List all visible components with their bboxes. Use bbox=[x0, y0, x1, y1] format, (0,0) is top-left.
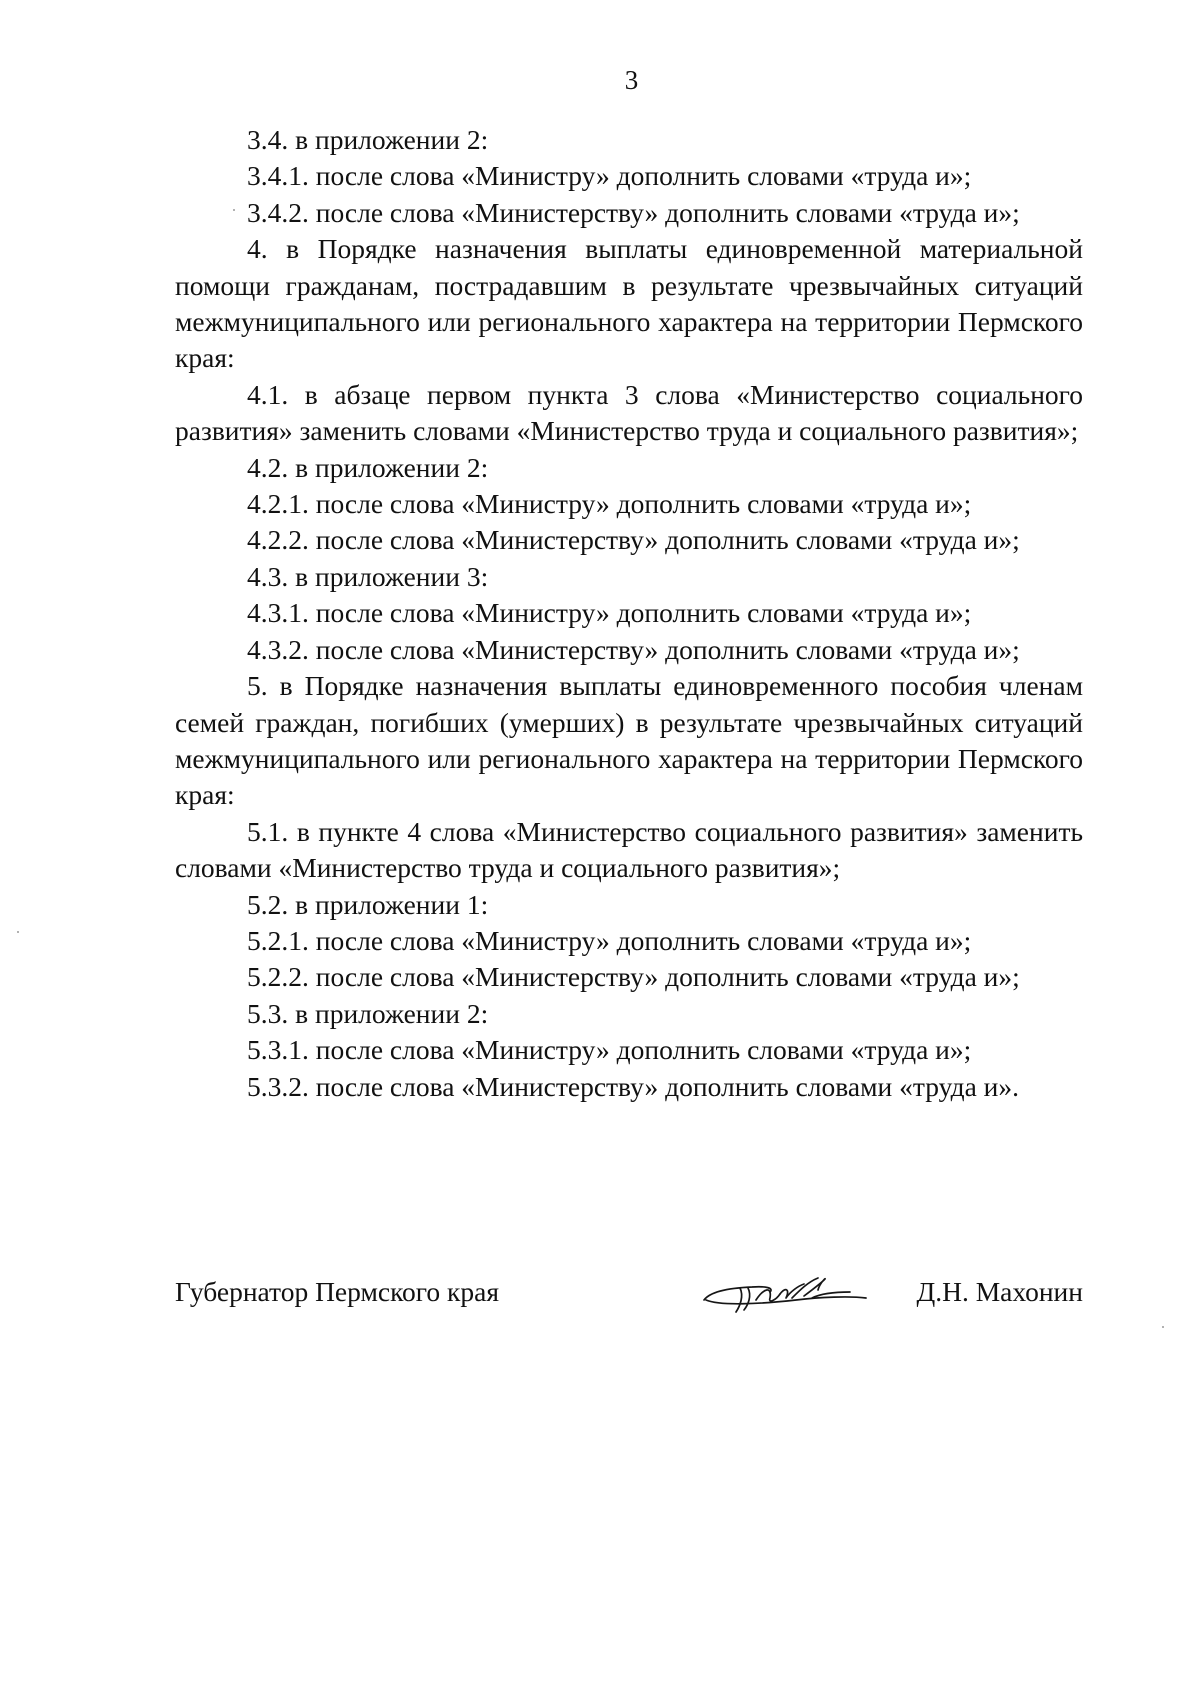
paragraph: 5.3.1. после слова «Министру» дополнить словами «труда и»; bbox=[247, 1034, 972, 1066]
paragraph: 5.2.1. после слова «Министру» дополнить словами «труда и»; bbox=[247, 924, 972, 956]
paragraph: 5.3.2. после слова «Министерству» дополнить словами «труда и». bbox=[247, 1070, 1020, 1102]
paragraph: 4.1. в абзаце первом пункта 3 слова «Министерство социального развития» заменить словами «Министерство труда и социального развития»; bbox=[175, 378, 1083, 447]
paragraph: 4.2.2. после слова «Министерству» дополнить словами «труда и»; bbox=[247, 524, 1020, 556]
page-number: 3 bbox=[624, 65, 639, 95]
paragraph: 3.4.2. после слова «Министерству» дополнить словами «труда и»; bbox=[247, 196, 1020, 228]
paragraph: 5.1. в пункте 4 слова «Министерство социального развития» заменить словами «Министерство труда и социального развития»; bbox=[175, 815, 1083, 884]
paragraph: 3.4. в приложении 2: bbox=[247, 124, 489, 155]
signature-block bbox=[175, 1270, 1083, 1316]
paragraph: 4.3.1. после слова «Министру» дополнить словами «труда и»; bbox=[247, 597, 972, 629]
handwritten-signature-icon bbox=[700, 1270, 870, 1314]
paragraph: 3.4.1. после слова «Министру» дополнить словами «труда и»; bbox=[247, 160, 972, 192]
paragraph: 4.2. в приложении 2: bbox=[247, 451, 489, 483]
signatory-name: Д.Н. Махонин bbox=[916, 1276, 1083, 1307]
scan-speck bbox=[1162, 1326, 1164, 1328]
paragraph: 4.2.1. после слова «Министру» дополнить словами «труда и»; bbox=[247, 488, 972, 520]
paragraph: 5.3. в приложении 2: bbox=[247, 997, 489, 1029]
document-body bbox=[175, 122, 1083, 1105]
scan-speck bbox=[17, 931, 19, 933]
scan-speck bbox=[233, 209, 235, 211]
paragraph: 4. в Порядке назначения выплаты единовременной материальной помощи гражданам, пострадавшим в результате чрезвычайных ситуаций межмуниципального или регионального характера на территории Пермского края: bbox=[175, 233, 1083, 374]
paragraph: 5.2.2. после слова «Министерству» дополнить словами «труда и»; bbox=[247, 961, 1020, 993]
paragraph: 4.3. в приложении 3: bbox=[247, 560, 489, 592]
paragraph: 5. в Порядке назначения выплаты единовременного пособия членам семей граждан, погибших (умерших) в результате чрезвычайных ситуаций межмуниципального или регионального характера на территории Пермского края: bbox=[175, 670, 1083, 811]
paragraph: 4.3.2. после слова «Министерству» дополнить словами «труда и»; bbox=[247, 633, 1020, 665]
paragraph: 5.2. в приложении 1: bbox=[247, 888, 489, 920]
signatory-position: Губернатор Пермского края bbox=[175, 1276, 499, 1307]
